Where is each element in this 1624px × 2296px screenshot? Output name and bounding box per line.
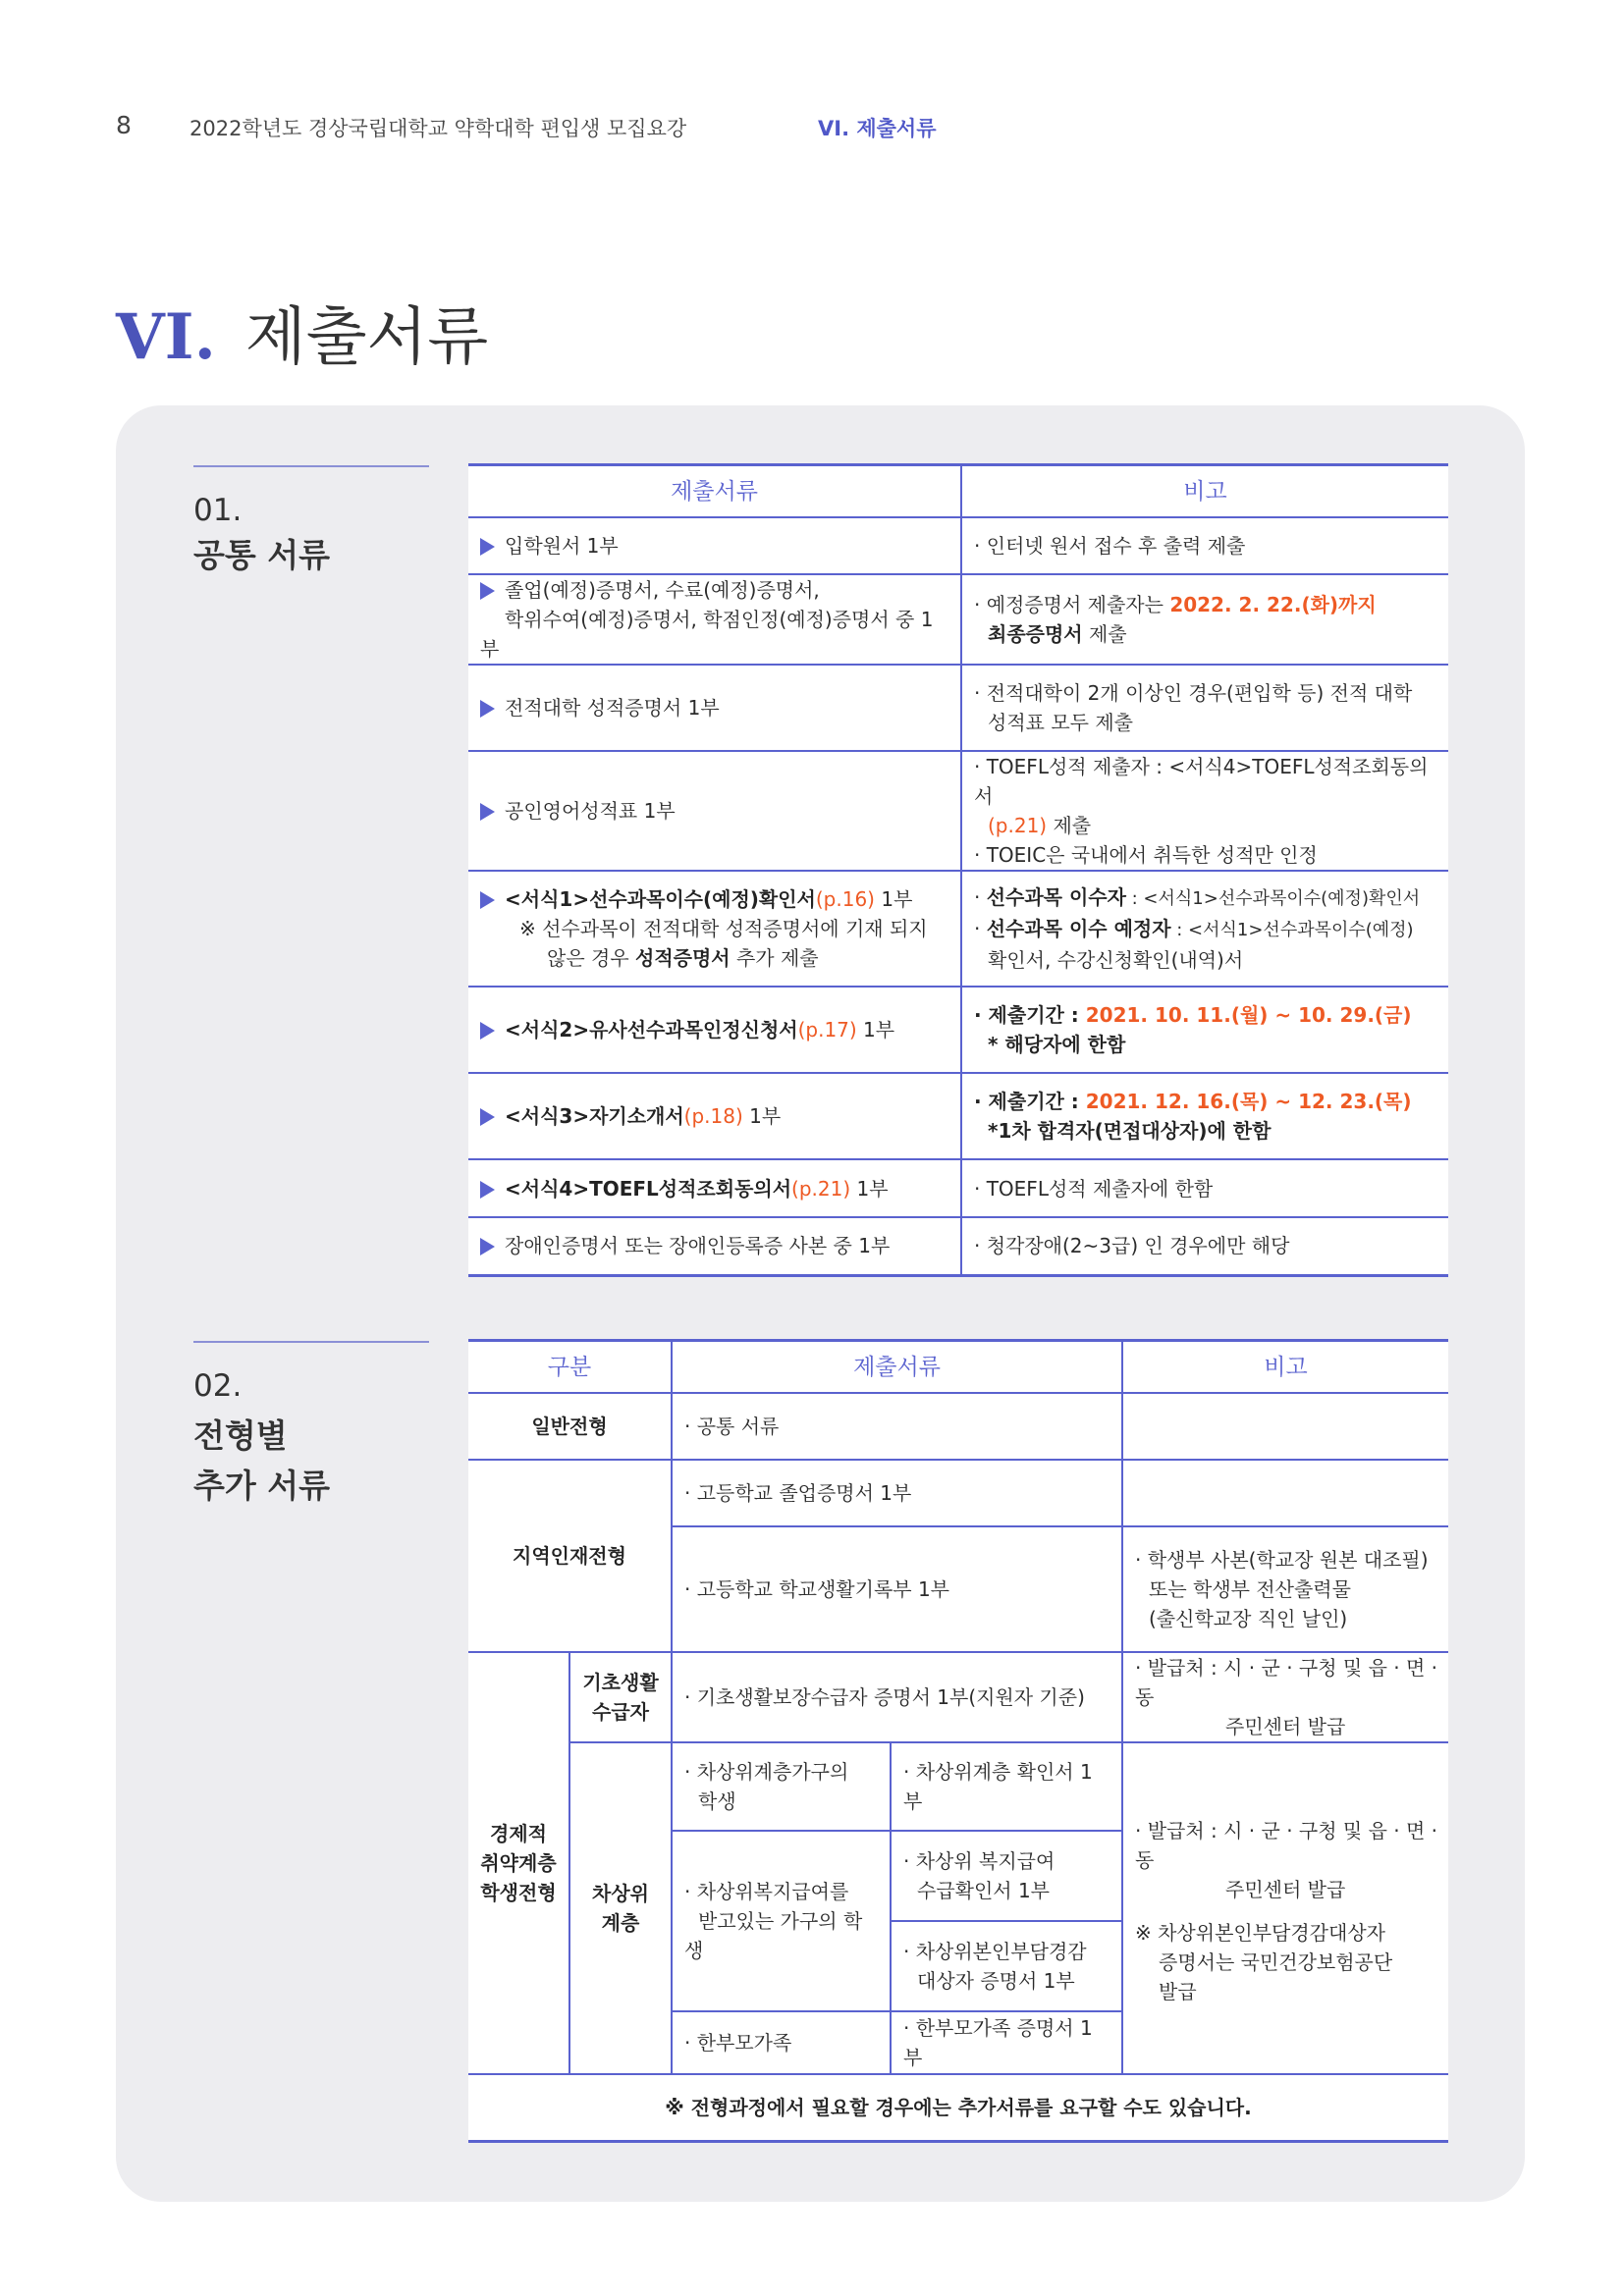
table-row <box>468 1742 1448 1831</box>
remark-emphasis: *1차 합격자(면접대상자)에 한함 <box>988 1119 1272 1143</box>
doc-text: 수급확인서 1부 <box>917 1879 1051 1902</box>
remark-cell <box>1122 1742 1448 2074</box>
note-text: 추가 제출 <box>730 946 819 970</box>
period-date: 2021. 10. 11.(월) ~ 10. 29.(금) <box>1085 1003 1412 1027</box>
table-row <box>468 1159 1448 1217</box>
subcategory-text: 계층 <box>601 1911 640 1935</box>
remark-cell <box>961 987 1448 1073</box>
page-reference: (p.21) <box>988 814 1048 837</box>
form-name: <서식4>TOEFL성적조회동의서 <box>505 1176 792 1201</box>
form-name: <서식2>유사선수과목인정신청서 <box>505 1018 798 1041</box>
table-row <box>468 517 1448 574</box>
remark-text: · 인터넷 원서 접수 후 출력 제출 <box>974 534 1246 558</box>
section-title-text: 제출서류 <box>244 301 489 374</box>
remark-text: 증명서는 국민건강보험공단 <box>1159 1950 1393 1974</box>
remark-cell <box>961 751 1448 871</box>
doc-text: 대상자 증명서 1부 <box>917 1969 1075 1993</box>
doc-cell <box>468 574 961 665</box>
subcategory-text: 차상위 <box>592 1882 649 1905</box>
subcategory-cell <box>569 1652 672 1742</box>
triangle-bullet-icon <box>480 700 495 718</box>
doc-cell <box>468 1159 961 1217</box>
remark-text: 주민센터 발급 <box>1225 1878 1346 1901</box>
remark-cell <box>961 665 1448 751</box>
triangle-bullet-icon <box>480 538 495 556</box>
doc-text: 1부 <box>742 1104 782 1128</box>
doc-cell: · 기초생활보장수급자 증명서 1부(지원자 기준) <box>672 1652 1122 1742</box>
doc-text: 1부 <box>850 1176 889 1201</box>
type-text: 받고있는 가구의 학생 <box>684 1909 863 1962</box>
page-number: 8 <box>116 111 132 139</box>
remark-text: (출신학교장 직인 날인) <box>1149 1607 1348 1630</box>
page-reference: (p.18) <box>683 1104 743 1128</box>
doc-text: 장애인증명서 또는 장애인등록증 사본 중 1부 <box>505 1234 891 1258</box>
remark-text: · 발급처 : 시 · 군 · 구청 및 읍 · 면 · 동 <box>1135 1656 1438 1709</box>
doc-text: · 차상위본인부담경감 <box>903 1940 1087 1963</box>
remark-emphasis: * 해당자에 한함 <box>988 1033 1126 1056</box>
doc-cell <box>468 871 961 987</box>
doc-cell: · 공통 서류 <box>672 1393 1122 1460</box>
remark-emphasis: · 제출기간 : <box>974 1090 1086 1113</box>
remark-cell <box>1122 1652 1448 1742</box>
triangle-bullet-icon <box>480 1181 495 1199</box>
remark-cell <box>961 1073 1448 1159</box>
doc-text: 전적대학 성적증명서 1부 <box>505 696 720 720</box>
doc-cell: · 고등학교 졸업증명서 1부 <box>672 1460 1122 1526</box>
remark-text: · TOEIC은 국내에서 취득한 성적만 인정 <box>974 843 1318 867</box>
page-reference: (p.17) <box>797 1018 857 1041</box>
category-text: 학생전형 <box>480 1881 557 1904</box>
page-title <box>116 287 488 377</box>
doc-cell <box>468 1217 961 1275</box>
table-row <box>468 1393 1448 1460</box>
deadline-date: 2022. 2. 22.(화)까지 <box>1169 593 1377 616</box>
doc-text: 1부 <box>856 1018 895 1041</box>
note-text: 않은 경우 <box>547 946 635 970</box>
remark-text: 확인서, 수강신청확인(내역)서 <box>988 948 1244 972</box>
document-title: 2022학년도 경상국립대학교 약학대학 편입생 모집요강 <box>189 117 687 140</box>
table-row <box>468 751 1448 871</box>
remark-text: · 발급처 : 시 · 군 · 구청 및 읍 · 면 · 동 <box>1135 1819 1438 1872</box>
remark-text: : <서식1>선수과목이수(예정) <box>1170 920 1414 940</box>
page-reference: (p.16) <box>815 887 875 911</box>
doc-text: 입학원서 1부 <box>505 534 619 558</box>
section2-name-line2: 추가 서류 <box>193 1467 331 1505</box>
type-text: · 차상위복지급여를 <box>684 1880 849 1903</box>
doc-text: 1부 <box>874 887 913 911</box>
header-remarks: 비고 <box>1122 1341 1448 1394</box>
remark-text: · 청각장애(2~3급) 인 경우에만 해당 <box>974 1234 1290 1258</box>
header-documents: 제출서류 <box>468 465 961 518</box>
section1-name: 공통 서류 <box>193 536 331 574</box>
section-roman-numeral: VI. <box>116 300 216 374</box>
type-cell <box>672 1831 891 2011</box>
doc-text: 졸업(예정)증명서, 수료(예정)증명서, <box>505 578 820 602</box>
triangle-bullet-icon <box>480 1022 495 1040</box>
running-section-label: VI. 제출서류 <box>818 117 937 140</box>
table-row <box>468 574 1448 665</box>
remark-text: · TOEFL성적 제출자에 한함 <box>974 1176 1214 1201</box>
footnote: ※ 전형과정에서 필요할 경우에는 추가서류를 요구할 수도 있습니다. <box>468 2074 1448 2141</box>
table-row <box>468 871 1448 987</box>
doc-text: · 차상위 복지급여 <box>903 1849 1056 1873</box>
page-reference: (p.21) <box>791 1176 851 1201</box>
section1-number: 01. <box>193 493 243 528</box>
type-cell: · 한부모가족 <box>672 2011 891 2074</box>
table-row <box>468 1073 1448 1159</box>
triangle-bullet-icon <box>480 803 495 821</box>
remark-cell <box>961 1159 1448 1217</box>
remark-text: · TOEFL성적 제출자 : <서식4>TOEFL성적조회동의서 <box>974 755 1429 808</box>
type-text: · 차상위계층가구의 <box>684 1760 849 1784</box>
doc-cell: · 차상위계층 확인서 1부 <box>891 1742 1122 1831</box>
remark-emphasis: 선수과목 이수 예정자 <box>986 917 1171 940</box>
subcategory-cell <box>569 1742 672 2074</box>
type-text: 학생 <box>698 1789 736 1813</box>
doc-cell <box>468 517 961 574</box>
header-documents: 제출서류 <box>672 1341 1122 1394</box>
remark-text: · 전적대학이 2개 이상인 경우(편입학 등) 전적 대학 <box>974 681 1413 705</box>
category-text: 취약계층 <box>480 1851 557 1875</box>
remark-text: · 학생부 사본(학교장 원본 대조필) <box>1135 1548 1429 1572</box>
triangle-bullet-icon <box>480 1238 495 1255</box>
remark-text: ※ 차상위본인부담경감대상자 <box>1135 1921 1385 1945</box>
note-text: ※ 선수과목이 전적대학 성적증명서에 기재 되지 <box>519 917 928 940</box>
remark-cell <box>961 517 1448 574</box>
section2-number: 02. <box>193 1368 243 1404</box>
remark-cell <box>961 1217 1448 1275</box>
category-cell: 일반전형 <box>468 1393 672 1460</box>
remark-emphasis: 최종증명서 <box>988 622 1083 646</box>
remark-cell <box>961 574 1448 665</box>
period-date: 2021. 12. 16.(목) ~ 12. 23.(목) <box>1085 1090 1412 1113</box>
additional-documents-table <box>468 1339 1448 2143</box>
remark-cell <box>1122 1526 1448 1652</box>
remark-text: : <서식1>선수과목이수(예정)확인서 <box>1125 888 1421 909</box>
remark-text: 주민센터 발급 <box>1225 1715 1346 1738</box>
form-name: <서식1>선수과목이수(예정)확인서 <box>505 887 816 911</box>
category-cell <box>468 1652 569 2074</box>
remark-text: 또는 학생부 전산출력물 <box>1149 1577 1351 1601</box>
form-name: <서식3>자기소개서 <box>505 1104 684 1128</box>
remark-text: · 예정증명서 제출자는 <box>974 593 1170 616</box>
table-row <box>468 1217 1448 1275</box>
common-documents-table <box>468 463 1448 1277</box>
remark-emphasis: 선수과목 이수자 <box>986 885 1126 909</box>
category-text: 경제적 <box>490 1822 547 1845</box>
doc-cell <box>891 1921 1122 2011</box>
header-remarks: 비고 <box>961 465 1448 518</box>
remark-text: 제출 <box>1082 622 1127 646</box>
triangle-bullet-icon <box>480 582 495 600</box>
doc-cell: · 한부모가족 증명서 1부 <box>891 2011 1122 2074</box>
doc-cell <box>891 1831 1122 1921</box>
table-row <box>468 987 1448 1073</box>
table-row <box>468 665 1448 751</box>
triangle-bullet-icon <box>480 1108 495 1126</box>
remark-cell: · 선수과목 이수자 : <서식1>선수과목이수(예정)확인서 · 선수과목 이수 예정자 : <서식1>선수과목이수(예정) 확인서, 수강신청확인(내역)서 <box>961 871 1448 987</box>
doc-cell <box>468 1073 961 1159</box>
section2-rule <box>193 1341 429 1343</box>
table-row <box>468 1460 1448 1526</box>
subcategory-text: 수급자 <box>592 1700 649 1724</box>
doc-cell <box>468 987 961 1073</box>
type-cell <box>672 1742 891 1831</box>
table-row <box>468 2074 1448 2141</box>
remark-cell <box>1122 1393 1448 1460</box>
header-category: 구분 <box>468 1341 672 1394</box>
doc-cell <box>468 751 961 871</box>
doc-text: 학위수여(예정)증명서, 학점인정(예정)증명서 중 1부 <box>480 608 934 661</box>
section1-rule <box>193 465 429 467</box>
triangle-bullet-icon <box>480 891 495 909</box>
remark-text: 성적표 모두 제출 <box>988 711 1133 734</box>
remark-cell <box>1122 1460 1448 1526</box>
remark-emphasis: · 제출기간 : <box>974 1003 1086 1027</box>
remark-text: 제출 <box>1047 814 1092 837</box>
remark-text: 발급 <box>1159 1980 1197 2003</box>
doc-cell <box>468 665 961 751</box>
doc-text: 공인영어성적표 1부 <box>505 799 676 823</box>
subcategory-text: 기초생활 <box>582 1671 659 1694</box>
category-cell: 지역인재전형 <box>468 1460 672 1652</box>
note-emphasis: 성적증명서 <box>635 946 731 970</box>
section2-name-line1: 전형별 <box>193 1416 288 1455</box>
doc-cell: · 고등학교 학교생활기록부 1부 <box>672 1526 1122 1652</box>
table-row <box>468 1652 1448 1742</box>
